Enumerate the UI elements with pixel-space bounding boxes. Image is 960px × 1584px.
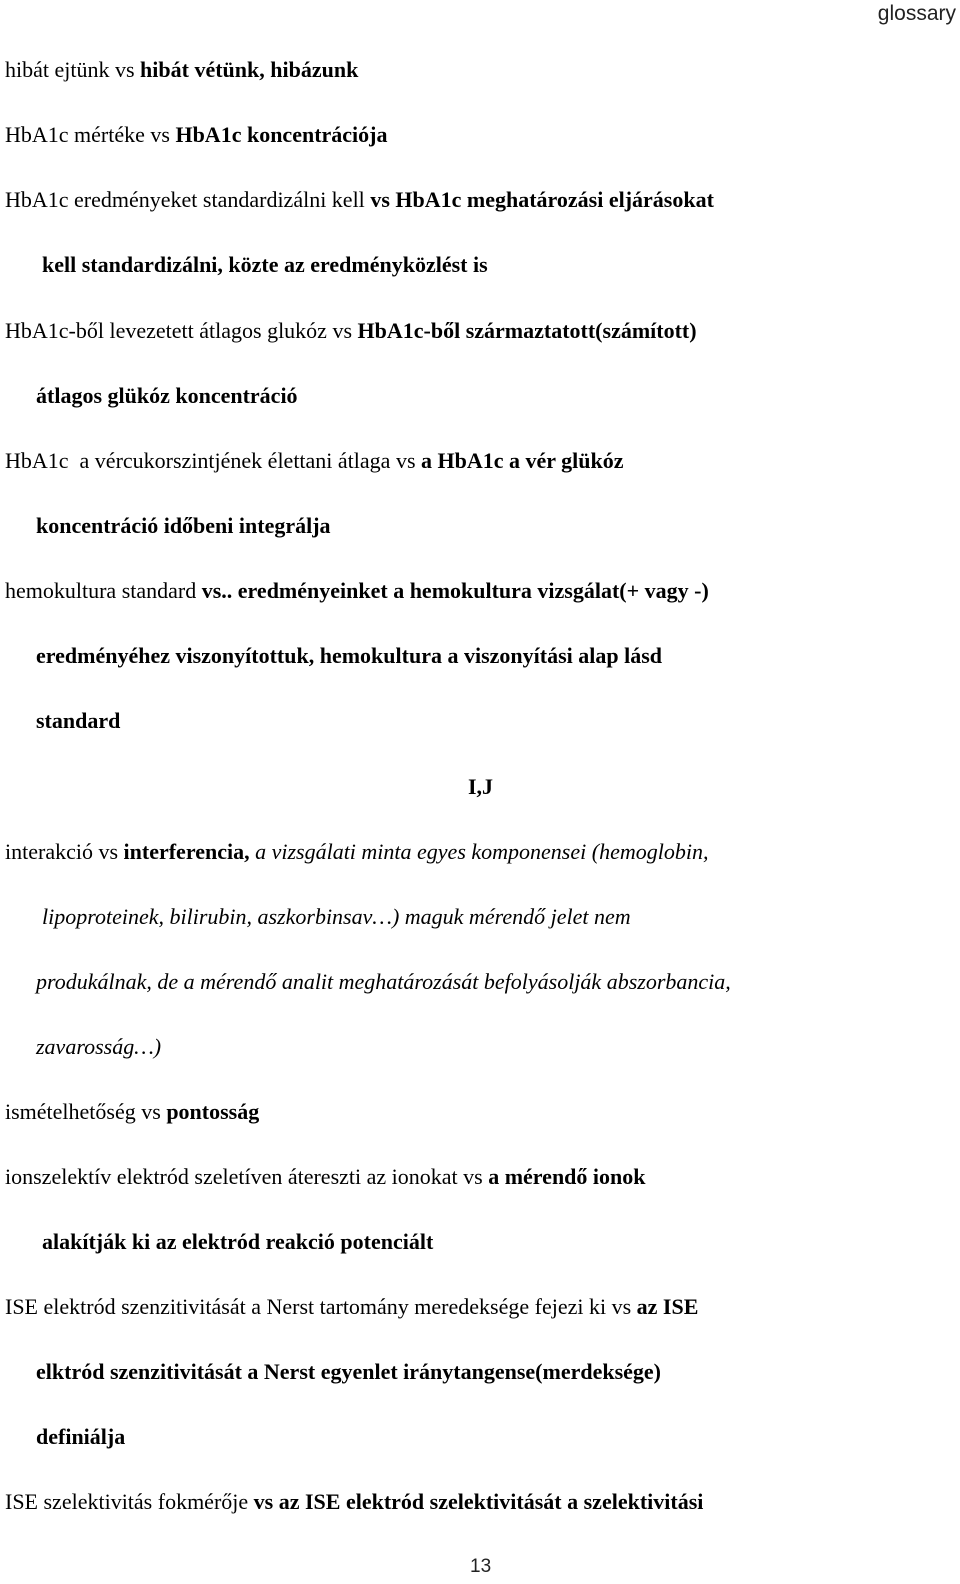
entry-correct: alakítják ki az elektród reakció potenciált xyxy=(42,1229,434,1254)
entry-correct: elktród szenzitivitását a Nerst egyenlet iránytangense(merdeksége) xyxy=(36,1359,662,1384)
entry-correct: interferencia, xyxy=(123,839,250,864)
entry-explanation: a vizsgálati minta egyes komponensei (hemoglobin, xyxy=(249,839,709,864)
entry-wrong: hibát ejtünk vs xyxy=(5,57,141,82)
section-letter-heading: I,J xyxy=(468,774,494,799)
glossary-entry xyxy=(5,57,358,83)
glossary-entry-continuation xyxy=(36,383,298,409)
glossary-entry-continuation xyxy=(42,1229,433,1255)
entry-correct: HbA1c koncentrációja xyxy=(175,122,388,147)
entry-explanation: lipoproteinek, bilirubin, aszkorbinsav…) maguk mérendő jelet nem xyxy=(42,904,631,929)
entry-correct: átlagos glükóz koncentráció xyxy=(36,383,298,408)
glossary-entry xyxy=(5,187,714,213)
entry-correct: hibát vétünk, hibázunk xyxy=(140,57,359,82)
running-header: glossary xyxy=(877,2,956,25)
entry-wrong: HbA1c eredményeket standardizálni kell xyxy=(5,187,371,212)
entry-explanation: zavarosság…) xyxy=(36,1034,162,1059)
entry-wrong: ISE szelektivitás fokmérője xyxy=(5,1489,254,1514)
glossary-entry xyxy=(5,122,387,148)
entry-correct: kell standardizálni, közte az eredményközlést is xyxy=(42,252,488,277)
entry-wrong: HbA1c-ből levezetett átlagos glukóz vs xyxy=(5,318,358,343)
entry-explanation: produkálnak, de a mérendő analit meghatározását befolyásolják abszorbancia, xyxy=(36,969,731,994)
entry-correct: eredményéhez viszonyítottuk, hemokultura a viszonyítási alap lásd xyxy=(36,643,663,668)
entry-wrong: ismételhetőség vs xyxy=(5,1099,167,1124)
glossary-entry xyxy=(5,448,624,474)
entry-wrong: ISE elektród szenzitivitását a Nerst tartomány meredeksége fejezi ki vs xyxy=(5,1294,637,1319)
glossary-entry-continuation xyxy=(36,1034,161,1060)
glossary-entry xyxy=(5,1489,703,1515)
entry-correct: vs HbA1c meghatározási eljárásokat xyxy=(370,187,714,212)
entry-correct: a mérendő ionok xyxy=(488,1164,646,1189)
glossary-entry xyxy=(5,318,697,344)
entry-wrong: ionszelektív elektród szeletíven átereszti az ionokat vs xyxy=(5,1164,489,1189)
glossary-entry-continuation xyxy=(42,252,488,278)
glossary-entry-continuation xyxy=(36,1424,125,1450)
entry-correct: koncentráció időbeni integrálja xyxy=(36,513,331,538)
entry-correct: vs.. eredményeinket a hemokultura vizsgálat(+ vagy -) xyxy=(201,578,709,603)
entry-wrong: HbA1c mértéke vs xyxy=(5,122,176,147)
entry-correct: pontosság xyxy=(166,1099,260,1124)
glossary-entry xyxy=(5,1164,646,1190)
entry-wrong: hemokultura standard xyxy=(5,578,202,603)
entry-wrong: HbA1c a vércukorszintjének élettani átlaga vs xyxy=(5,448,422,473)
entry-correct: a HbA1c a vér glükóz xyxy=(421,448,624,473)
entry-correct: az ISE xyxy=(636,1294,699,1319)
glossary-entry-continuation xyxy=(36,969,731,995)
entry-wrong: interakció vs xyxy=(5,839,124,864)
glossary-entry-continuation xyxy=(42,904,631,930)
glossary-entry-continuation xyxy=(36,643,662,669)
entry-correct: definiálja xyxy=(36,1424,126,1449)
glossary-entry-continuation xyxy=(36,513,331,539)
glossary-entry xyxy=(5,1294,698,1320)
glossary-entry-continuation xyxy=(36,1359,661,1385)
glossary-entry xyxy=(5,1099,259,1125)
glossary-entry xyxy=(5,839,708,865)
entry-correct: vs az ISE elektród szelektivitását a szelektivitási xyxy=(253,1489,704,1514)
entry-correct: HbA1c-ből származtatott(számított) xyxy=(357,318,697,343)
glossary-entry xyxy=(5,578,709,604)
entry-correct: standard xyxy=(36,708,121,733)
page-number: 13 xyxy=(470,1556,492,1577)
glossary-entry-continuation xyxy=(36,708,120,734)
